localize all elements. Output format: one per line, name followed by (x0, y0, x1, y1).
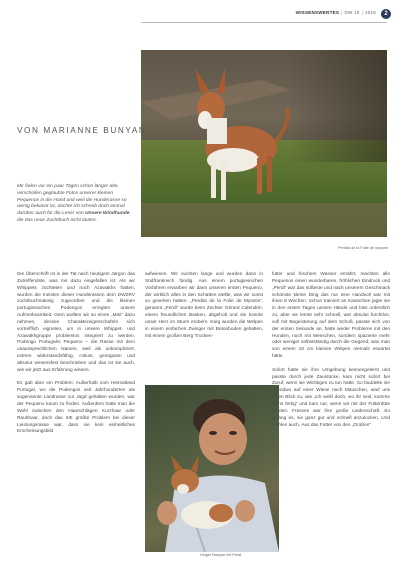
paragraph: futter und frischem Wasser ernährt, machten alle Pequenos einen wunderbaren, fröhlichen Eindruck und „Perdi“ war das süßeste und nach unserem Geschmack schönste kleine Ding das nur eine Handvoll war mit ihren 8 Wochen. Schon trainiert an Kaninchen jagte sie in den ersten Tagen unsere Hände und biss ordentlich zu, aber sie lernte sehr schnell, war absolut furchtlos, voll mit Begeisterung auf dem Schoß, passte sich von der ersten Sekunde an, hatte weder Probleme mit den Hunden, noch mit Menschen, sondern spazierte mehr oder weniger selbstständig durch die Gegend; was man von einem 18 cm kleinen Welpen niemals erwartet hätte. (272, 272, 390, 360)
article-column-3 (272, 272, 390, 436)
issue-label: DW 10 (344, 10, 360, 15)
author-byline: VON MARIANNE BUNYAN (17, 126, 147, 135)
magazine-name: Unsere Windhunde (84, 211, 130, 217)
paragraph: Es gab aber ein Problem: Außerhalb vom Heimatland Portugal, wo die Podengos seit Jahrhunderten als sogenannte Landrasse zur Jagd gehalten wurden, war der Pequeno kaum zu finden. Außerdem hatte man die Wahl zwischen den Haarschlägen Kurzhaar oder Rauhhaar, doch das mE größte Problem bei dieser Leistungsrasse war, dass sie kein einheitliches Erscheinungsbild (17, 381, 135, 435)
intro-tail: , die das neue Zuchtbuch nicht lauten. (17, 211, 131, 223)
issue-year: 2016 (364, 10, 376, 15)
dog-photo (141, 50, 387, 237)
intro-text (17, 184, 135, 225)
intro-body: Mir fielen vor ein paar Tagen schon länger alte, verschollen geglaubte Fotos unserer kleinen Pequenos in die Hand und weil die Hunderasse so wenig bekannt ist, dachte ich schreib doch einmal darüber auch für die Leser von (17, 184, 127, 217)
paragraph: aufwiesen. Wir suchten lange und wurden dann in Südfrankreich fündig. Aus einem portugiesischen Vorfahren erwarben wir dann unseren ersten Pequeno, der wirklich alles in den Schatten stellte, was wir sonst so gesehen hatten. „Perdita de la Folie de Mysotis“, genannt „Perdi“ wurde beim Züchter Gérard Calendrin, einem freundlichen Basken, abgeholt und sie konnte unser Herz im Sturm erobern. Karg wurden die Welpen in einem einfachen Zwinger mit Betonboden gehalten, mit einem großen Berg Trocken- (145, 272, 263, 339)
paragraph: Sofort hatte sie ihre Umgebung kennengelernt und passte durch jede Zaunlücke, kam nicht sofort bei Zuruf, wenn sie Wichtiges zu tun hatte. So buddelte sie irgendwo auf einer Wiese nach Mäuschen, warf uns einen Blick zu, wie „ich weiß doch, wo ihr seid, komme wenn fertig“ und kam nur, wenn wir mit der Futterdüte lockten. Fressen war ihre große Leidenschaft. So gelang es, sie ganz gut und schnell anzulocken. Und stehlen auch. Aus das Futter von den „Großen“ (272, 367, 390, 428)
header-rule (141, 22, 387, 23)
man-with-dog-photo (145, 385, 279, 552)
article-column-1 (17, 272, 135, 443)
paragraph: Die Überschrift ist in der Tat nach heutigem Jargon das Zutreffendste, was mir dazu eingefallen ist. Als wir Whippets züchteten und noch Azawakhs hatten, wurden die meisten dieser Hunderassen dem DWZRV zuchtbuchmässig zugeordnet und die kleinen portugiesischen Podengos erregten unsere Aufmerksamkeit. Gern wollten wir so einen „Mini“ dazu nehmen, dessen Charaktereigenschaften sich vortrefflich eigneten, um in unsere Whippet- und Azawakhgruppe problemlos integriert zu werden. Podengo Português Pequeno – die Rasse mit dem unaussprechlichen Namen, weil als unkompliziert, extrem widerstandsfähig, robust, genügsam und absolut wesensfest beschrieben und das ist sie auch, wie wir jetzt aus Erfahrung wissen. (17, 272, 135, 373)
page-number: 2 (381, 9, 391, 19)
photo-caption: Perdita de la Folie de mysons (338, 246, 389, 250)
running-header: WISSENSWERTES | DW 10 | 2016 (295, 10, 376, 15)
section-title: WISSENSWERTES (295, 10, 340, 15)
article-column-2 (145, 272, 263, 347)
photo-caption: Holger Bunyan mit Perdi (200, 553, 242, 557)
